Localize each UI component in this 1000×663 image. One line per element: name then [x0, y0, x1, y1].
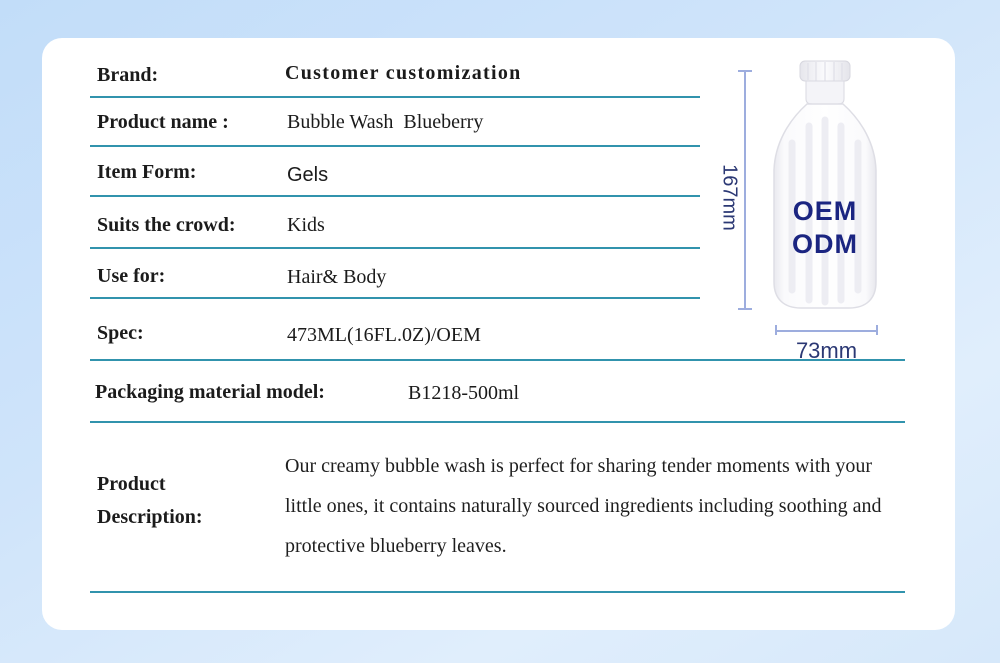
row-divider — [90, 247, 700, 249]
width-dimension-cap-right — [876, 325, 878, 335]
height-dimension-label: 167mm — [718, 164, 741, 231]
bottle-print-line1: OEM — [792, 196, 858, 226]
product-description-label: Product Description: — [97, 473, 203, 528]
bottle-cap-neck — [806, 81, 844, 104]
width-dimension-label: 73mm — [795, 338, 858, 363]
width-dimension-line — [775, 330, 878, 332]
bottle-print-line2: ODM — [792, 229, 858, 259]
row-divider-full — [90, 421, 905, 423]
product-name-value: Bubble Wash Blueberry — [287, 111, 484, 133]
row-divider-full — [90, 591, 905, 593]
brand-label: Brand: — [97, 64, 159, 86]
packaging-model-label: Packaging material model: — [95, 381, 325, 403]
suits-crowd-label: Suits the crowd: — [97, 214, 236, 236]
height-dimension-line — [744, 70, 746, 310]
width-dimension-cap-left — [775, 325, 777, 335]
packaging-model-value: B1218-500ml — [408, 382, 520, 404]
height-dimension-cap-top — [738, 70, 752, 72]
product-name-label: Product name : — [97, 111, 229, 133]
suits-crowd-value: Kids — [287, 214, 325, 236]
item-form-value: Gels — [287, 164, 329, 186]
spec-label: Spec: — [97, 322, 144, 344]
height-dimension-cap-bottom — [738, 308, 752, 310]
row-divider — [90, 297, 700, 299]
use-for-label: Use for: — [97, 265, 166, 287]
row-divider — [90, 145, 700, 147]
product-description-text: Our creamy bubble wash is perfect for sharing tender moments with your little ones, it contains naturally sourced ingredients including soothing and protective blueberry leaves. — [285, 455, 882, 557]
bottle-print-text — [770, 195, 880, 261]
row-divider — [90, 195, 700, 197]
bottle-illustration — [770, 58, 880, 312]
spec-value: 473ML(16FL.0Z)/OEM — [287, 324, 481, 346]
item-form-label: Item Form: — [97, 161, 197, 183]
use-for-value: Hair& Body — [287, 266, 387, 288]
row-divider — [90, 96, 700, 98]
product-spec-card — [42, 38, 955, 630]
brand-value: Customer customization — [285, 62, 522, 84]
